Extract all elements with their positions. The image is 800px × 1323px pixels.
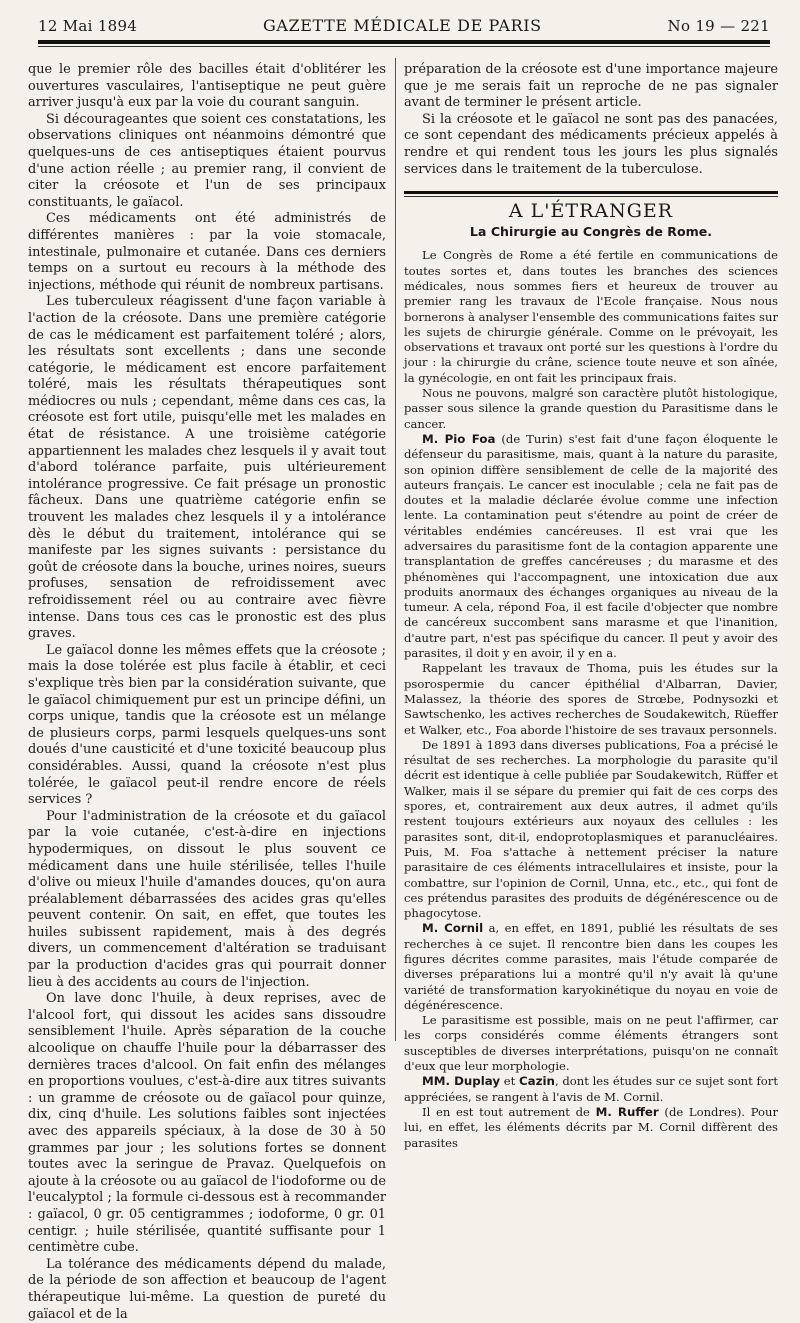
author-name-ruffer: M. Ruffer [595,1104,659,1119]
column-divider [395,58,396,1041]
paragraph: La tolérance des médicaments dépend du malade, de la période de son affection et beaucoup de l'agent thérapeutique lui-même. La question de pureté du gaïacol et de la [28,1256,386,1322]
paragraph-text: a, en effet, en 1891, publié les résultats de ses recherches à ce sujet. Il rencontre bien dans les coupes les figures décrites comme parasites, mais l'étude comparée de diverses préparations lui a montré qu'il n'y avait là qu'une variété de transformation karyokinétique du noyau en voie de dégénérescence. [404,921,778,1012]
page-header [38,16,770,38]
header-rule-thick [38,40,770,44]
paragraph: Le parasitisme est possible, mais on ne peut l'affirmer, car les corps considérés comme éléments étrangers sont susceptibles de diverses interprétations, puisqu'on ne connaît d'eux que leur morphologie. [404,1013,778,1074]
paragraph: préparation de la créosote est d'une importance majeure que je me serais fait un reproche de ne pas signaler avant de terminer le présent article. [404,62,778,111]
paragraph: Si la créosote et le gaïacol ne sont pas des panacées, ce sont cependant des médicaments précieux appelés à rendre et qui rendent tous les jours les plus signalés services dans le traitement de la tuberculose. [404,111,778,177]
section-rule-thick [404,191,778,194]
header-page-number: No 19 — 221 [667,17,770,35]
paragraph: que le premier rôle des bacilles était d'oblitérer les ouvertures vasculaires, l'antiseptique ne peut guère arriver jusqu'à eux par la voie du courant sanguin. [28,62,386,111]
author-name-duplay: MM. Duplay [422,1074,501,1089]
paragraph: Rappelant les travaux de Thoma, puis les études sur la psorospermie du cancer épithélial d'Albarran, Davier, Malassez, la théorie des spores de Strœbe, Podnysozki et Sawtschenko, les actives recherches de Soudakewitch, Rüeffer et Walker, etc., Foa aborde l'histoire de ses travaux personnels. [404,661,778,737]
paragraph-text: Il en est tout autrement de [422,1104,596,1119]
author-name-cornil: M. Cornil [422,921,484,936]
paragraph-cornil [404,921,778,1013]
journal-title: GAZETTE MÉDICALE DE PARIS [263,16,542,35]
paragraph: Le Congrès de Rome a été fertile en communications de toutes sortes et, dans toutes les branches des sciences médicales, nous sommes fiers et heureux de trouver au premier rang les travaux de l'Ecole française. Nous nous bornerons à analyser l'ensemble des communications faites sur les sujets de chirurgie générale. Comme on le prévoyait, les observations et travaux ont porté sur les questions à l'ordre du jour : la chirurgie du crâne, science toute neuve et son aînée, la gynécologie, en ont fait les principaux frais. [404,248,778,385]
section-title: A L'ÉTRANGER [508,200,674,223]
paragraph: Nous ne pouvons, malgré son caractère plutôt histologique, passer sous silence la grande question du Parasitisme dans le cancer. [404,386,778,431]
paragraph: On lave donc l'huile, à deux reprises, avec de l'alcool fort, qui dissout les acides sans dissoudre sensiblement l'huile. Après séparation de la couche alcoolique on chauffe l'huile pour la débarrasser des dernières traces d'alcool. On fait enfin des mélanges en proportions voulues, c'est-à-dire aux titres suivants : un gramme de créosote ou de gaïacol pour quinze, dix, cinq d'huile. Les solutions faibles sont injectées avec des appareils spéciaux, à la dose de 30 à 50 grammes par jour ; les solutions fortes se donnent toutes avec la seringue de Pravaz. Quelquefois on ajoute à la créosote ou au gaïacol de l'iodoforme ou de l'eucalyptol ; la formule ci-dessous est à recommander : gaïacol, 0 gr. 05 centigrammes ; iodoforme, 0 gr. 01 centigr. ; huile stérilisée, quantité suffisante pour 1 centimètre cube. [28,991,386,1256]
author-name-cazin: Cazin [519,1074,555,1089]
paragraph-text: (de Turin) s'est fait d'une façon éloquente le défenseur du parasitisme, mais, quant à la nature du parasite, son opinion diffère sensiblement de celle de la majorité des auteurs français. Le cancer est inoculable ; cela ne fait pas de doutes et la maladie déclarée évolue comme une infection lente. La contamination peut s'étendre au point de créer de véritables endémies cancéreuses. Il est vrai que les adversaires du parasitisme font de la contagion apparente une transplantation de greffes cancéreuses ; du marasme et des phénomènes qui l'accompagnent, une intoxication due aux produits anormaux des échanges organiques au niveau de la tumeur. A cela, répond Foa, il est facile d'objecter que nombre de cancéreux succombent sans marasme et que l'inanition, d'autre part, n'est pas spécifique du cancer. Il peut y avoir des parasites, il doit y en avoir, il y en a. [404,431,778,661]
author-name-foa: M. Pio Foa [422,431,496,446]
header-date: 12 Mai 1894 [38,17,138,35]
paragraph-foa [404,432,778,661]
paragraph-text: et [500,1074,520,1089]
left-column [28,62,386,1322]
paragraph: Les tuberculeux réagissent d'une façon variable à l'action de la créosote. Dans une première catégorie de cas le médicament est parfaitement toléré ; alors, les résultats sont excellents ; dans une seconde catégorie, le médicament est encore parfaitement toléré, mais les résultats thérapeutiques sont médiocres ou nuls ; cependant, même dans ces cas, la créosote est fort utile, puisqu'elle met les malades en état de résistance. A une troisième catégorie appartiennent les malades chez lesquels il y avait tout d'abord tolérance parfaite, puis ultérieurement intolérance progressive. Ce fait présage un pronostic fâcheux. Dans une quatrième catégorie enfin se trouvent les malades chez lesquels il y a intolérance dès le début du traitement, intolérance qui se manifeste par les signes suivants : persistance du goût de créosote dans la bouche, urines noires, sueurs profuses, sensation de refroidissement avec refroidissement réel ou au contraire avec fièvre intense. Dans tous ces cas le pronostic est des plus graves. [28,294,386,642]
section-rule-thin [404,196,778,197]
paragraph: Si décourageantes que soient ces constatations, les observations cliniques ont néanmoins démontré que quelques-uns de ces antiseptiques étaient pourvus d'une action réelle ; au premier rang, il convient de citer la créosote et l'un de ses principaux constituants, le gaïacol. [28,111,386,210]
paragraph-duplay [404,1074,778,1105]
paragraph-ruffer [404,1105,778,1151]
section-subtitle: La Chirurgie au Congrès de Rome. [469,223,713,239]
article-body [404,248,778,1151]
paragraph: De 1891 à 1893 dans diverses publications, Foa a précisé le résultat de ses recherches. La morphologie du parasite qu'il décrit est identique à celle publiée par Soudakewitch, Rüffer et Walker, mais il se sépare du premier qui fait de ces corps des spores, et, contrairement aux deux autres, il admet qu'ils restent toujours extérieurs aux noyaux des cellules : les parasites sont, dit-il, endoprotoplasmiques et paranucléaires. Puis, M. Foa s'attache à nettement préciser la nature parasitaire de ces éléments intracellulaires et insiste, pour la combattre, sur l'opinion de Cornil, Unna, etc., etc., qui font de ces prétendus parasites des produits de dégénérescence ou de phagocytose. [404,737,778,921]
paragraph: Ces médicaments ont été administrés de différentes manières : par la voie stomacale, intestinale, pulmonaire et cutanée. Dans ces derniers temps on a surtout eu recours à la méthode des injections, méthode qui réunit de nombreux partisans. [28,211,386,293]
paragraph: Le gaïacol donne les mêmes effets que la créosote ; mais la dose tolérée est plus facile à établir, et ceci s'explique très bien par la considération suivante, que le gaïacol chimiquement pur est un principe défini, un corps unique, tandis que la créosote est un mélange de plusieurs corps, parmi lesquels quelques-uns sont doués d'une causticité et d'une toxicité beaucoup plus considérables. Aussi, quand la créosote n'est plus tolérée, le gaïacol peut-il rendre encore de réels services ? [28,642,386,808]
header-rule-thin [38,46,770,47]
paragraph-text: (de Londres). Pour lui, en effet, les éléments décrits par M. Cornil diffèrent des parasites [404,1104,779,1150]
paragraph-text: , dont les études sur ce sujet sont fort appréciées, se rangent à l'avis de M. Cornil. [404,1074,778,1104]
right-column [404,62,779,1150]
paragraph: Pour l'administration de la créosote et du gaïacol par la voie cutanée, c'est-à-dire en injections hypodermiques, on dissout le plus souvent ce médicament dans une huile stérilisée, telles l'huile d'olive ou mieux l'huile d'amandes douces, qu'on aura préalablement débarrassées des acides gras qu'elles peuvent contenir. On sait, en effet, que toutes les huiles subissent rapidement, mais à des degrés divers, un commencement d'altération se traduisant par la production d'acides gras qui pourrait donner lieu à des accidents au cours de l'injection. [28,808,386,990]
